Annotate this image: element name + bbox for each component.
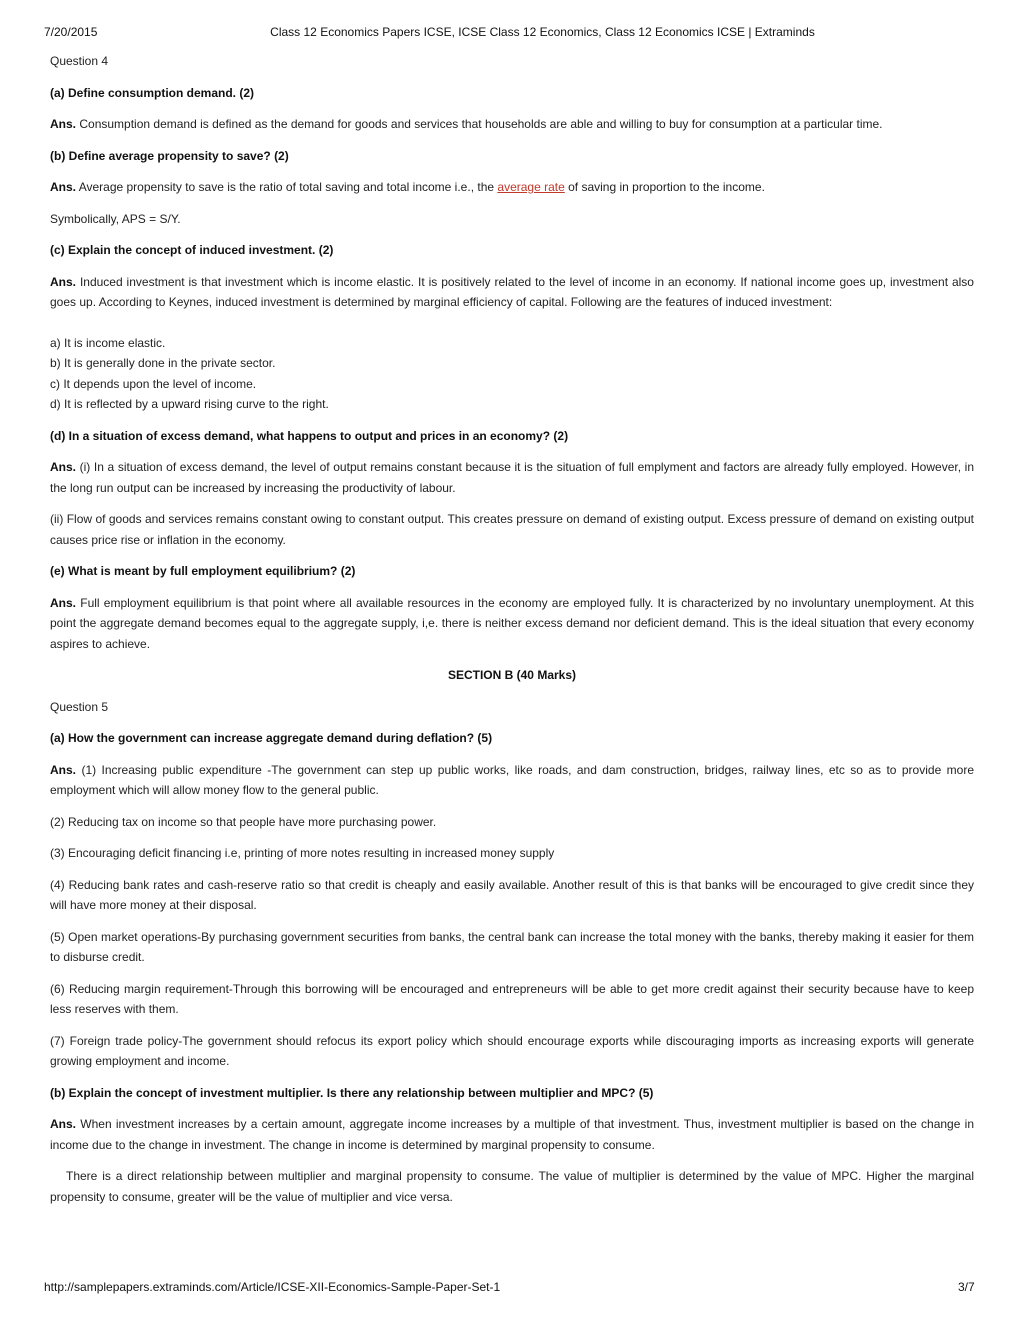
list-item: a) It is income elastic. — [50, 335, 166, 350]
footer-url[interactable]: http://samplepapers.extraminds.com/Article/ICSE-XII-Economics-Sample-Paper-Set-1 — [44, 1280, 501, 1294]
q5a-answer-2: (2) Reducing tax on income so that people have more purchasing power. — [50, 814, 437, 829]
q4d-answer-2: (ii) Flow of goods and services remains constant owing to constant output. This creates pressure on demand of existing output. Excess pressure of demand on existing output causes price rise or inflation in the economy. — [50, 512, 974, 547]
q5a-answer-3: (3) Encouraging deficit financing i.e, printing of more notes resulting in increased money supply — [50, 846, 555, 860]
q4b-symbolic: Symbolically, APS = S/Y. — [50, 211, 181, 226]
q5b-answer-2: There is a direct relationship between multiplier and marginal propensity to consume. The value of multiplier is determined by the value of MPC. Higher the marginal propensity to consume, greater will be the value of multiplier and vice versa. — [50, 1169, 974, 1204]
q4d-question: (d) In a situation of excess demand, what happens to output and prices in an economy? (2) — [50, 428, 569, 443]
q4a-question: (a) Define consumption demand. (2) — [50, 85, 255, 100]
ans-label: Ans. — [50, 1117, 77, 1131]
ans-label: Ans. — [50, 117, 77, 131]
q4d-answer-1 — [50, 457, 974, 498]
q4b-answer-post: of saving in proportion to the income. — [568, 180, 765, 194]
page-content — [50, 51, 974, 1218]
list-item: c) It depends upon the level of income. — [50, 376, 257, 391]
ans-label: Ans. — [50, 274, 77, 289]
q4a-answer — [50, 114, 974, 135]
q4b-answer — [50, 177, 974, 198]
question-5-heading: Question 5 — [50, 699, 109, 714]
header-date: 7/20/2015 — [44, 25, 98, 39]
q5a-answer-1-text: (1) Increasing public expenditure -The government can step up public works, like roads, and dam construction, bridges, railway lines, etc so as to provide more employment which will allow money flow to the general public. — [50, 762, 975, 797]
q4d-answer-1-text: (i) In a situation of excess demand, the level of output remains constant because it is the situation of full emplyment and factors are already fully employed. However, in the long run output can be increased by increasing the productivity of labour. — [50, 460, 974, 495]
q4e-answer — [50, 593, 974, 655]
q4b-answer-pre: Average propensity to save is the ratio of total saving and total income i.e., the — [78, 180, 495, 194]
ans-label: Ans. — [50, 460, 77, 474]
section-b-heading: SECTION B (40 Marks) — [447, 668, 577, 682]
q4c-answer — [50, 272, 974, 313]
q5a-question: (a) How the government can increase aggregate demand during deflation? (5) — [50, 731, 493, 745]
q4c-answer-text: Induced investment is that investment which is income elastic. It is positively related to the level of income in an economy. If national income goes up, investment also goes up. According to Keynes, induced investment is determined by marginal efficiency of capital. Following are the features of induced investment: — [50, 274, 974, 309]
q5b-answer-1 — [50, 1114, 974, 1155]
q5a-answer-5: (5) Open market operations-By purchasing government securities from banks, the central bank can increase the total money with the banks, thereby making it easier for them to disburse credit. — [50, 929, 974, 964]
q5a-answer-4: (4) Reducing bank rates and cash-reserve ratio so that credit is cheaply and easily available. Another result of this is that banks will be encouraged to give credit since they will have more money at their disposal. — [50, 877, 974, 912]
q5b-question: (b) Explain the concept of investment multiplier. Is there any relationship between multiplier and MPC? (5) — [50, 1085, 654, 1100]
q4c-feature-list — [50, 333, 974, 415]
ans-label: Ans. — [50, 762, 77, 777]
average-rate-link[interactable]: average rate — [497, 180, 565, 194]
list-item: b) It is generally done in the private sector. — [50, 356, 276, 370]
q4e-answer-text: Full employment equilibrium is that point where all available resources in the economy are employed fully. It is characterized by no involuntary unemployment. At this point the aggregate demand becomes equal to the aggregate supply, i,e. there is neither excess demand nor deficient demand. This is the ideal situation that every economy aspires to achieve. — [50, 595, 975, 651]
ans-label: Ans. — [50, 595, 77, 610]
footer-page-number: 3/7 — [958, 1280, 975, 1294]
header-title: Class 12 Economics Papers ICSE, ICSE Class 12 Economics, Class 12 Economics ICSE | Extraminds — [270, 25, 815, 39]
q4b-question: (b) Define average propensity to save? (2) — [50, 148, 289, 163]
q5a-answer-6: (6) Reducing margin requirement-Through this borrowing will be encouraged and entrepreneurs will be able to get more credit against their security because have to keep less reserves with them. — [50, 981, 974, 1016]
list-item: d) It is reflected by a upward rising curve to the right. — [50, 397, 329, 411]
q5b-answer-1-text: When investment increases by a certain amount, aggregate income increases by a multiple of that investment. Thus, investment multiplier is based on the change in income due to the change in investment. The change in income is determined by marginal propensity to consume. — [50, 1117, 974, 1152]
q4a-answer-text: Consumption demand is defined as the demand for goods and services that households are able and willing to buy for consumption at a particular time. — [79, 117, 883, 131]
q4e-question: (e) What is meant by full employment equilibrium? (2) — [50, 564, 356, 578]
q5a-answer-7: (7) Foreign trade policy-The government should refocus its export policy which should encourage exports while discouraging imports as increasing exports will generate growing employment and income. — [50, 1033, 974, 1068]
ans-label: Ans. — [50, 180, 77, 194]
q5a-answer-1 — [50, 760, 974, 801]
q4c-question: (c) Explain the concept of induced investment. (2) — [50, 243, 334, 257]
question-4-heading: Question 4 — [50, 54, 109, 68]
